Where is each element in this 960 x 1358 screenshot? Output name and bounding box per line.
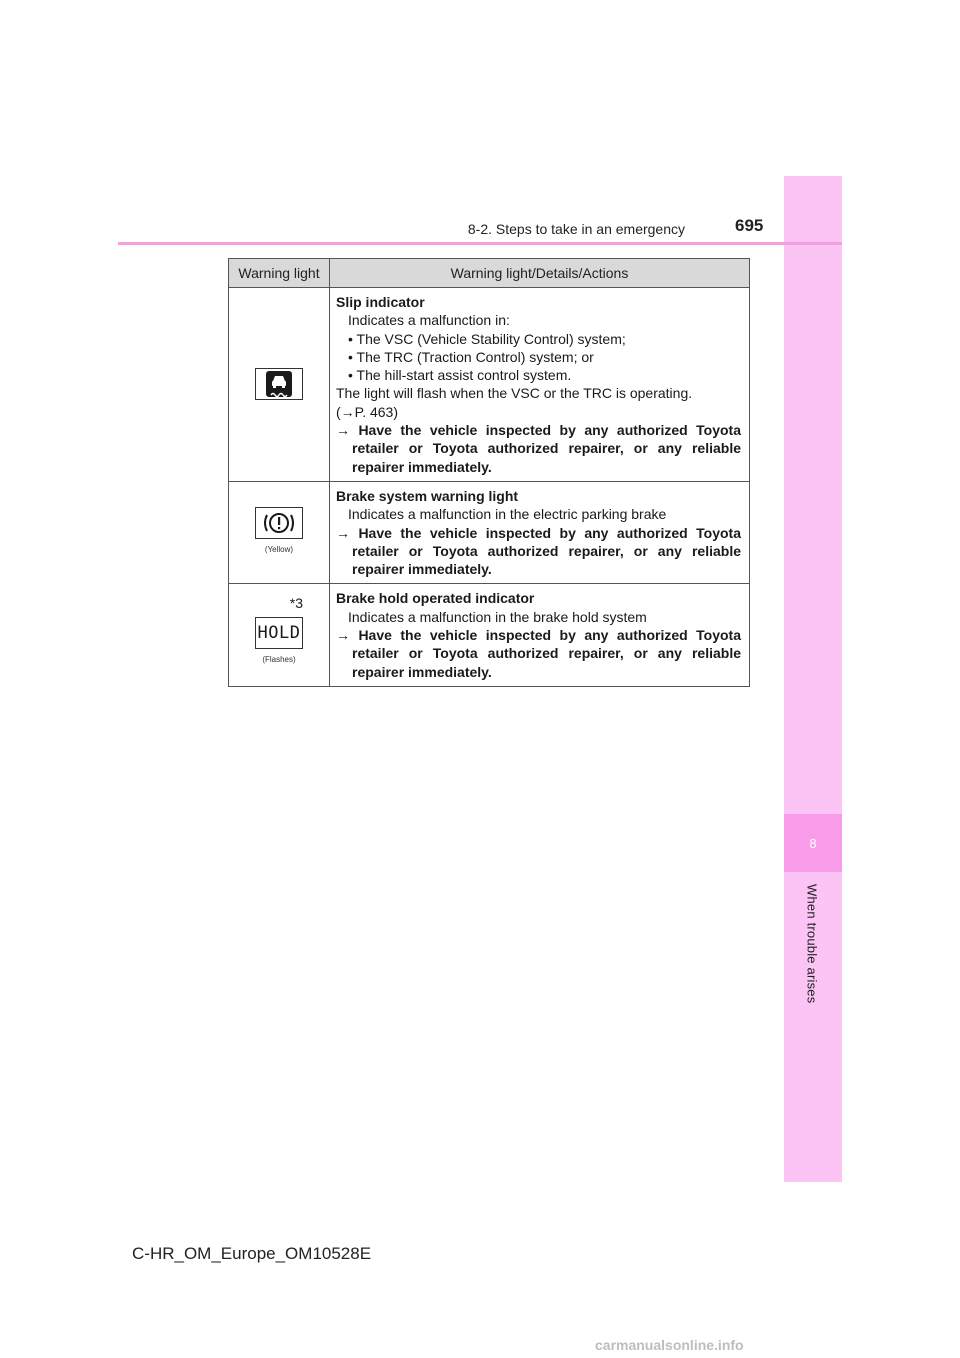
- watermark: carmanualsonline.info: [595, 1337, 744, 1353]
- detail-bullet: • The TRC (Traction Control) system; or: [348, 348, 594, 365]
- detail-cell: [330, 288, 750, 482]
- detail-bullet: • The VSC (Vehicle Stability Control) system;: [348, 330, 626, 347]
- section-title: 8-2. Steps to take in an emergency: [467, 221, 685, 237]
- header-divider: [118, 242, 842, 245]
- col-header-details: Warning light/Details/Actions: [330, 259, 750, 288]
- page-number: 695: [735, 216, 764, 235]
- warning-light-table: [228, 258, 750, 687]
- col-header-warning-light: Warning light: [229, 259, 330, 288]
- action-text: → Have the vehicle inspected by any authorized Toyota retailer or Toyota authorized repairer, or any reliable repairer immediately.: [336, 627, 741, 680]
- table-row: [229, 584, 750, 686]
- table-row: [229, 288, 750, 482]
- detail-cell: [330, 584, 750, 686]
- document-id: C-HR_OM_Europe_OM10528E: [132, 1244, 372, 1263]
- item-title: Brake system warning light: [336, 487, 519, 504]
- icon-cell: [229, 288, 330, 482]
- table-header-row: [229, 259, 750, 288]
- chapter-title: When trouble arises: [804, 884, 820, 1004]
- item-title: Slip indicator: [336, 294, 425, 310]
- icon-caption: (Flashes): [262, 655, 296, 665]
- chapter-number: 8: [784, 814, 842, 872]
- brake-system-warning-icon: [255, 507, 303, 539]
- detail-line: Indicates a malfunction in the electric parking brake: [348, 506, 667, 523]
- icon-cell: [229, 584, 330, 686]
- detail-cell: [330, 481, 750, 583]
- icon-cell: [229, 481, 330, 583]
- detail-line: Indicates a malfunction in the brake hold system: [348, 608, 647, 625]
- action-text: → Have the vehicle inspected by any authorized Toyota retailer or Toyota authorized repairer, or any reliable repairer immediately.: [336, 422, 741, 475]
- action-text: → Have the vehicle inspected by any authorized Toyota retailer or Toyota authorized repairer, or any reliable repairer immediately.: [336, 524, 741, 578]
- table-row: [229, 481, 750, 583]
- chapter-side-tab: [784, 176, 842, 1182]
- detail-line: Indicates a malfunction in:: [348, 312, 510, 329]
- slip-indicator-icon: [255, 368, 303, 400]
- hold-icon-text: HOLD: [257, 622, 301, 643]
- item-title: Brake hold operated indicator: [336, 590, 535, 607]
- page-reference: (→P. 463): [336, 403, 398, 420]
- detail-bullet: • The hill-start assist control system.: [348, 367, 572, 384]
- footnote-mark: *3: [289, 595, 303, 612]
- detail-line: The light will flash when the VSC or the TRC is operating.: [336, 385, 693, 402]
- icon-caption: (Yellow): [264, 544, 294, 554]
- hold-indicator-icon: [255, 617, 303, 649]
